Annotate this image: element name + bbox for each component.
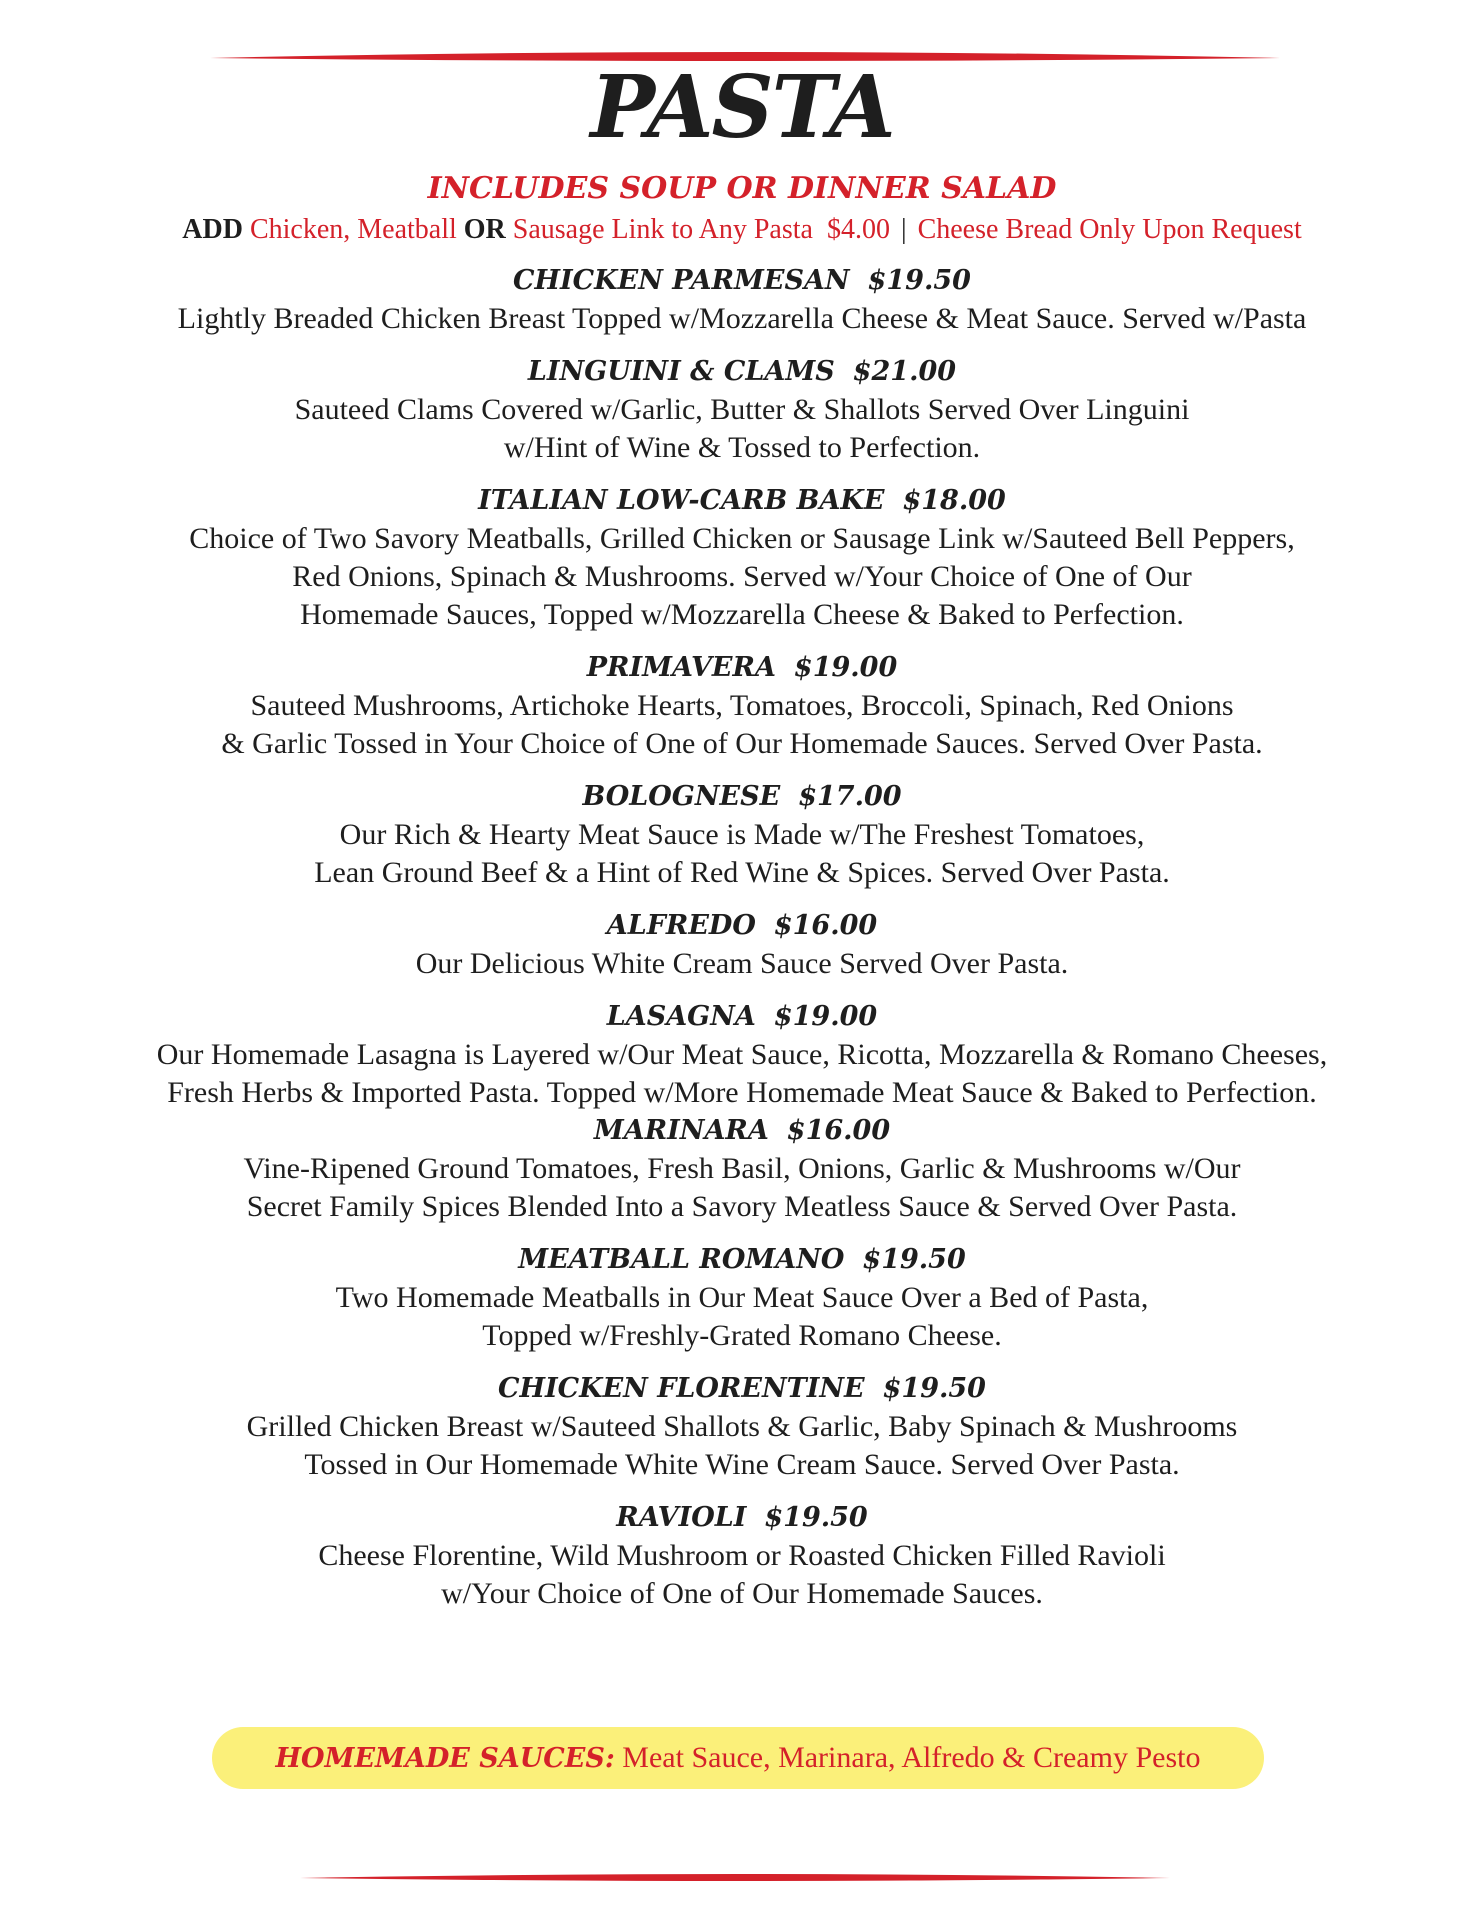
menu-item-name: MARINARA xyxy=(593,1115,769,1146)
menu-item-heading xyxy=(0,649,1484,687)
description-line: Topped w/Freshly-Grated Romano Cheese. xyxy=(482,1319,1002,1352)
menu-item xyxy=(0,1241,1484,1355)
menu-item-heading xyxy=(0,1112,1484,1150)
description-line: w/Your Choice of One of Our Homemade Sauces. xyxy=(441,1577,1043,1610)
menu-item-description xyxy=(0,945,1484,983)
menu-item-heading xyxy=(0,262,1484,300)
add-on-text-2: Sausage Link to Any Pasta xyxy=(512,214,813,245)
description-line: Our Rich & Hearty Meat Sauce is Made w/The Freshest Tomatoes, xyxy=(339,818,1145,851)
description-line: Sauteed Mushrooms, Artichoke Hearts, Tomatoes, Broccoli, Spinach, Red Onions xyxy=(250,689,1234,722)
menu-item-price: $19.00 xyxy=(793,652,898,683)
menu-item xyxy=(0,482,1484,634)
menu-item-description xyxy=(0,1537,1484,1613)
description-line: Vine-Ripened Ground Tomatoes, Fresh Basil, Onions, Garlic & Mushrooms w/Our xyxy=(243,1152,1241,1185)
menu-item xyxy=(0,998,1484,1112)
menu-item-price: $19.50 xyxy=(862,1244,966,1275)
menu-item-price: $16.00 xyxy=(773,910,878,941)
menu-item xyxy=(0,1370,1484,1484)
menu-item-heading xyxy=(0,907,1484,945)
description-line: Secret Family Spices Blended Into a Savory Meatless Sauce & Served Over Pasta. xyxy=(246,1190,1238,1223)
description-line: Two Homemade Meatballs in Our Meat Sauce Over a Bed of Pasta, xyxy=(335,1281,1149,1314)
menu-item-price: $18.00 xyxy=(902,485,1006,516)
menu-item-description xyxy=(0,1279,1484,1355)
sauces-label: HOMEMADE SAUCES: xyxy=(275,1743,615,1774)
menu-item-price: $19.50 xyxy=(882,1373,986,1404)
menu-item xyxy=(0,778,1484,892)
description-line: Tossed in Our Homemade White Wine Cream Sauce. Served Over Pasta. xyxy=(304,1448,1180,1481)
menu-item xyxy=(0,649,1484,763)
menu-item-heading xyxy=(0,998,1484,1036)
description-line: Homemade Sauces, Topped w/Mozzarella Cheese & Baked to Perfection. xyxy=(300,598,1184,631)
menu-item-price: $19.50 xyxy=(764,1502,868,1533)
menu-item-name: CHICKEN PARMESAN xyxy=(513,265,850,296)
menu-item xyxy=(0,262,1484,338)
bottom-red-swoosh xyxy=(0,1868,1484,1888)
menu-item-heading xyxy=(0,353,1484,391)
menu-item-name: LASAGNA xyxy=(606,1001,756,1032)
menu-item-description xyxy=(0,520,1484,634)
menu-item-description xyxy=(0,391,1484,467)
menu-item-name: PRIMAVERA xyxy=(586,652,776,683)
menu-item-name: ITALIAN LOW-CARB BAKE xyxy=(478,485,885,516)
menu-item xyxy=(0,907,1484,983)
menu-item-price: $19.50 xyxy=(867,265,971,296)
add-on-text-3: Cheese Bread Only Upon Request xyxy=(917,214,1302,245)
sauces-list: Meat Sauce, Marinara, Alfredo & Creamy Pesto xyxy=(622,1741,1201,1774)
menu-item xyxy=(0,353,1484,467)
menu-item-description xyxy=(0,816,1484,892)
menu-item-name: BOLOGNESE xyxy=(582,781,781,812)
menu-item-name: LINGUINI & CLAMS xyxy=(527,356,835,387)
menu-item-description xyxy=(0,300,1484,338)
menu-item-name: ALFREDO xyxy=(606,910,756,941)
menu-items xyxy=(0,262,1484,1628)
page-subtitle: INCLUDES SOUP OR DINNER SALAD xyxy=(427,171,1057,206)
menu-item-heading xyxy=(0,482,1484,520)
description-line: & Garlic Tossed in Your Choice of One of Our Homemade Sauces. Served Over Pasta. xyxy=(221,727,1263,760)
menu-item xyxy=(0,1112,1484,1226)
description-line: Lean Ground Beef & a Hint of Red Wine & Spices. Served Over Pasta. xyxy=(314,856,1170,889)
menu-item-heading xyxy=(0,1370,1484,1408)
add-on-or: OR xyxy=(463,214,506,245)
menu-item-description xyxy=(0,1150,1484,1226)
description-line: Our Delicious White Cream Sauce Served Over Pasta. xyxy=(415,947,1069,980)
description-line: Grilled Chicken Breast w/Sauteed Shallots & Garlic, Baby Spinach & Mushrooms xyxy=(246,1410,1238,1443)
menu-item-price: $16.00 xyxy=(786,1115,891,1146)
menu-item-description xyxy=(0,1408,1484,1484)
description-line: Fresh Herbs & Imported Pasta. Topped w/More Homemade Meat Sauce & Baked to Perfection. xyxy=(167,1076,1317,1109)
description-line: Sauteed Clams Covered w/Garlic, Butter & Shallots Served Over Linguini xyxy=(294,393,1190,426)
menu-item-heading xyxy=(0,778,1484,816)
description-line: Lightly Breaded Chicken Breast Topped w/Mozzarella Cheese & Meat Sauce. Served w/Pasta xyxy=(177,302,1307,335)
page-title: PASTA xyxy=(590,57,894,158)
add-on-text-1: Chicken, Meatball xyxy=(249,214,457,245)
menu-item-name: CHICKEN FLORENTINE xyxy=(498,1373,865,1404)
menu-item-description xyxy=(0,1036,1484,1112)
menu-item xyxy=(0,1499,1484,1613)
description-line: Cheese Florentine, Wild Mushroom or Roasted Chicken Filled Ravioli xyxy=(318,1539,1166,1572)
menu-item-price: $19.00 xyxy=(773,1001,878,1032)
menu-item-description xyxy=(0,687,1484,763)
menu-item-price: $21.00 xyxy=(852,356,957,387)
menu-item-name: RAVIOLI xyxy=(616,1502,747,1533)
menu-item-heading xyxy=(0,1241,1484,1279)
description-line: w/Hint of Wine & Tossed to Perfection. xyxy=(503,431,981,464)
add-label: ADD xyxy=(182,214,243,245)
homemade-sauces-banner xyxy=(212,1727,1264,1789)
menu-item-heading xyxy=(0,1499,1484,1537)
add-on-line xyxy=(0,212,1484,248)
menu-item-price: $17.00 xyxy=(798,781,902,812)
description-line: Our Homemade Lasagna is Layered w/Our Meat Sauce, Ricotta, Mozzarella & Romano Cheeses, xyxy=(156,1038,1328,1071)
description-line: Red Onions, Spinach & Mushrooms. Served w/Your Choice of One of Our xyxy=(292,560,1192,593)
add-on-separator: | xyxy=(900,214,907,245)
description-line: Choice of Two Savory Meatballs, Grilled Chicken or Sausage Link w/Sauteed Bell Peppers, xyxy=(189,522,1295,555)
menu-item-name: MEATBALL ROMANO xyxy=(518,1244,845,1275)
add-on-price: $4.00 xyxy=(826,214,890,245)
